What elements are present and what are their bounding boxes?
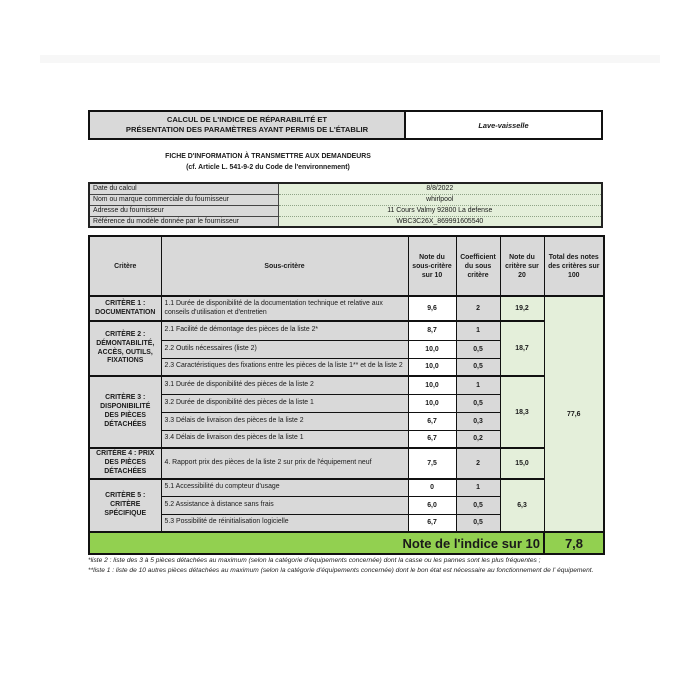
note10-cell: 10,0 bbox=[408, 358, 456, 376]
info-label: Adresse du fournisseur bbox=[89, 205, 278, 216]
table-row bbox=[89, 479, 604, 496]
criterion-label-cell: CRITÈRE 2 : DÉMONTABILITÉ, ACCÈS, OUTILS, FIXATIONS bbox=[89, 321, 161, 376]
col-header-critere: Critère bbox=[89, 236, 161, 296]
coeff-cell: 0,5 bbox=[456, 496, 500, 514]
col-header-sous-critere: Sous-critère bbox=[161, 236, 408, 296]
info-value: 8/8/2022 bbox=[278, 183, 602, 194]
document-title bbox=[90, 112, 406, 138]
title-line-1: CALCUL DE L'INDICE DE RÉPARABILITÉ ET bbox=[166, 115, 328, 124]
sub-criterion-cell: 1.1 Durée de disponibilité de la documentation technique et relative aux conseils d'utilisation et d'entretien bbox=[161, 296, 408, 321]
note10-cell: 9,6 bbox=[408, 296, 456, 321]
coeff-cell: 0,2 bbox=[456, 430, 500, 448]
note20-cell: 6,3 bbox=[500, 479, 544, 532]
info-label: Date du calcul bbox=[89, 183, 278, 194]
total100-cell: 77,6 bbox=[544, 296, 604, 532]
col-header-note-critere: Note du critère sur 20 bbox=[500, 236, 544, 296]
note20-cell: 19,2 bbox=[500, 296, 544, 321]
note10-cell: 8,7 bbox=[408, 321, 456, 340]
sub-criterion-cell: 3.2 Durée de disponibilité des pièces de la liste 1 bbox=[161, 394, 408, 412]
sub-criterion-cell: 3.1 Durée de disponibilité des pièces de la liste 2 bbox=[161, 376, 408, 394]
info-value: 11 Cours Valmy 92800 La defense bbox=[278, 205, 602, 216]
coeff-cell: 0,5 bbox=[456, 394, 500, 412]
coeff-cell: 0,5 bbox=[456, 358, 500, 376]
info-row-address bbox=[89, 205, 602, 216]
sub-criterion-cell: 3.3 Délais de livraison des pièces de la liste 2 bbox=[161, 412, 408, 430]
info-row-reference bbox=[89, 216, 602, 227]
table-row bbox=[89, 296, 604, 321]
note20-cell: 18,7 bbox=[500, 321, 544, 376]
fiche-line-2: (cf. Article L. 541-9-2 du Code de l'environnement) bbox=[186, 164, 350, 171]
col-header-total: Total des notes des critères sur 100 bbox=[544, 236, 604, 296]
note20-cell: 18,3 bbox=[500, 376, 544, 448]
coeff-cell: 0,5 bbox=[456, 340, 500, 358]
coeff-cell: 0,3 bbox=[456, 412, 500, 430]
table-row bbox=[89, 448, 604, 479]
fiche-subtitle bbox=[88, 151, 448, 173]
page-divider-band bbox=[40, 55, 660, 63]
sub-criterion-cell: 2.3 Caractéristiques des fixations entre les pièces de la liste 1** et de la liste 2 bbox=[161, 358, 408, 376]
index-score-row bbox=[89, 532, 604, 554]
info-row-date bbox=[89, 183, 602, 194]
sub-criterion-cell: 5.3 Possibilité de réinitialisation logicielle bbox=[161, 514, 408, 532]
criterion-label-cell: CRITÈRE 5 : CRITÈRE SPÉCIFIQUE bbox=[89, 479, 161, 532]
footnotes bbox=[88, 556, 604, 575]
info-value: whirlpool bbox=[278, 194, 602, 205]
index-score-label: Note de l'indice sur 10 bbox=[89, 532, 544, 554]
col-header-coefficient: Coefficient du sous critère bbox=[456, 236, 500, 296]
coeff-cell: 2 bbox=[456, 296, 500, 321]
footnote-liste1: **liste 1 : liste de 10 autres pièces détachées au maximum (selon la catégorie d'équipements concernée) dont le bon état est nécessaire au fonctionnement de l' équipement. bbox=[88, 566, 594, 574]
coeff-cell: 1 bbox=[456, 321, 500, 340]
note10-cell: 0 bbox=[408, 479, 456, 496]
coeff-cell: 1 bbox=[456, 479, 500, 496]
info-value: WBC3C26X_869991605540 bbox=[278, 216, 602, 227]
note10-cell: 6,0 bbox=[408, 496, 456, 514]
product-category: Lave-vaisselle bbox=[478, 120, 529, 130]
criterion-label-cell: CRITÈRE 1 : DOCUMENTATION bbox=[89, 296, 161, 321]
criterion-label-cell: CRITÈRE 3 : DISPONIBILITÉ DES PIÈCES DÉTACHÉES bbox=[89, 376, 161, 448]
coeff-cell: 0,5 bbox=[456, 514, 500, 532]
sub-criterion-cell: 4. Rapport prix des pièces de la liste 2 sur prix de l'équipement neuf bbox=[161, 448, 408, 479]
note10-cell: 10,0 bbox=[408, 394, 456, 412]
table-row bbox=[89, 376, 604, 394]
table-header-row bbox=[89, 236, 604, 296]
col-header-note-sous-critere: Note du sous-critère sur 10 bbox=[408, 236, 456, 296]
coeff-cell: 2 bbox=[456, 448, 500, 479]
note20-cell: 15,0 bbox=[500, 448, 544, 479]
supplier-info-table bbox=[88, 182, 603, 228]
title-line-2: PRÉSENTATION DES PARAMÈTRES AYANT PERMIS DE L'ÉTABLIR bbox=[125, 125, 369, 134]
criterion-label-cell: CRITÈRE 4 : PRIX DES PIÈCES DÉTACHÉES bbox=[89, 448, 161, 479]
fiche-line-1: FICHE D'INFORMATION À TRANSMETTRE AUX DEMANDEURS bbox=[165, 153, 371, 160]
coeff-cell: 1 bbox=[456, 376, 500, 394]
info-label: Référence du modèle donnée par le fournisseur bbox=[89, 216, 278, 227]
note10-cell: 6,7 bbox=[408, 412, 456, 430]
sub-criterion-cell: 2.2 Outils nécessaires (liste 2) bbox=[161, 340, 408, 358]
note10-cell: 6,7 bbox=[408, 514, 456, 532]
index-score-value: 7,8 bbox=[544, 532, 604, 554]
note10-cell: 10,0 bbox=[408, 376, 456, 394]
sub-criterion-cell: 3.4 Délais de livraison des pièces de la liste 1 bbox=[161, 430, 408, 448]
info-row-brand bbox=[89, 194, 602, 205]
sub-criterion-cell: 5.1 Accessibilité du compteur d'usage bbox=[161, 479, 408, 496]
document-title-block bbox=[88, 110, 603, 140]
sub-criterion-cell: 2.1 Facilité de démontage des pièces de la liste 2* bbox=[161, 321, 408, 340]
note10-cell: 7,5 bbox=[408, 448, 456, 479]
sub-criterion-cell: 5.2 Assistance à distance sans frais bbox=[161, 496, 408, 514]
info-label: Nom ou marque commerciale du fournisseur bbox=[89, 194, 278, 205]
note10-cell: 10,0 bbox=[408, 340, 456, 358]
footnote-liste2: *liste 2 : liste des 3 à 5 pièces détachées au maximum (selon la catégorie d'équipements concernée) dont la casse ou les pannes sont les plus fréquentes ; bbox=[88, 557, 541, 564]
criteria-table bbox=[88, 235, 605, 555]
table-row bbox=[89, 321, 604, 340]
note10-cell: 6,7 bbox=[408, 430, 456, 448]
